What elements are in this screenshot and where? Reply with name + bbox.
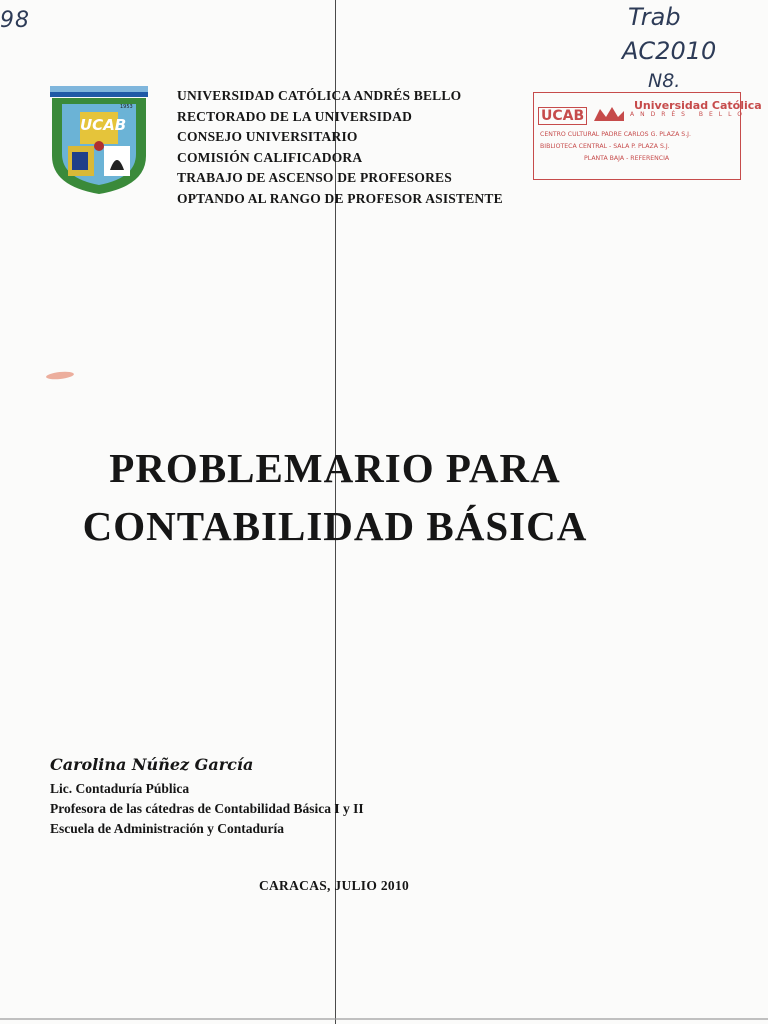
header-line: UNIVERSIDAD CATÓLICA ANDRÉS BELLO xyxy=(177,88,462,103)
stamp-emblem-icon xyxy=(592,105,626,123)
handwritten-note-1: Trab xyxy=(628,3,681,31)
stamp-andres-bello: ANDRÉS BELLO xyxy=(630,111,748,118)
header-line: TRABAJO DE ASCENSO DE PROFESORES xyxy=(177,170,452,185)
stamp-line-2: BIBLIOTECA CENTRAL - SALA P. PLAZA S.J. xyxy=(540,143,670,150)
logo-letters: UCAB xyxy=(80,116,127,134)
document-title-line-2: CONTABILIDAD BÁSICA xyxy=(82,503,588,549)
ink-smudge xyxy=(46,371,75,381)
place-and-date: CARACAS, JULIO 2010 xyxy=(258,878,410,893)
corner-handwritten-number: 98 xyxy=(0,8,30,33)
author-name: Carolina Núñez García xyxy=(50,755,254,774)
stamp-line-3: PLANTA BAJA - REFERENCIA xyxy=(584,155,670,162)
header-line: RECTORADO DE LA UNIVERSIDAD xyxy=(177,108,413,124)
author-line: Escuela de Administración y Contaduría xyxy=(50,821,285,836)
header-line: CONSEJO UNIVERSITARIO xyxy=(177,129,358,144)
handwritten-note-3: N8. xyxy=(648,70,681,92)
handwritten-note-2: AC2010 xyxy=(622,37,717,65)
header-line: OPTANDO AL RANGO DE PROFESOR ASISTENTE xyxy=(177,190,503,206)
ucab-logo xyxy=(50,86,148,194)
stamp-university: Universidad Católica xyxy=(634,99,762,112)
document-title-line-1: PROBLEMARIO PARA xyxy=(109,445,561,491)
institution-header xyxy=(177,86,503,209)
author-credentials xyxy=(50,779,364,839)
logo-year: 1953 xyxy=(120,104,133,110)
author-line: Profesora de las cátedras de Contabilidad Básica I y II xyxy=(50,801,364,816)
header-line: COMISIÓN CALIFICADORA xyxy=(177,149,363,165)
library-stamp xyxy=(533,92,762,180)
stamp-line-1: CENTRO CULTURAL PADRE CARLOS G. PLAZA S.J. xyxy=(540,131,691,138)
author-line: Lic. Contaduría Pública xyxy=(50,781,190,796)
scan-bottom-edge xyxy=(0,1018,768,1020)
stamp-ucab: UCAB xyxy=(538,107,587,125)
